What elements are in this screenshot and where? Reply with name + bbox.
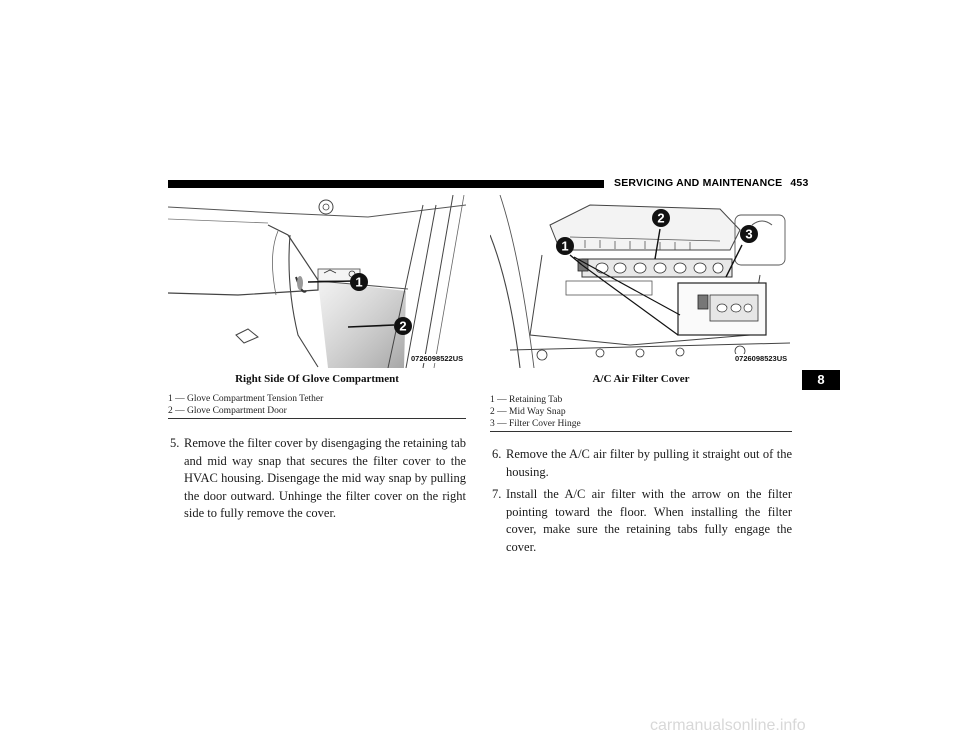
page-number: 453 <box>790 177 809 189</box>
legend-item: 2 — Mid Way Snap <box>490 407 566 417</box>
step-number: 5. <box>170 436 180 450</box>
site-watermark: carmanualsonline.info <box>650 717 806 734</box>
callout-1-left <box>348 271 370 293</box>
legend-rule-left <box>168 418 466 419</box>
section-title: SERVICING AND MAINTENANCE <box>614 177 783 189</box>
step-text: Remove the A/C air filter by pulling it straight out of the housing. <box>506 447 792 479</box>
figure-code-right: 0726098523US <box>735 354 788 363</box>
figure-legend-left <box>168 393 323 417</box>
figure-ac-filter-cover <box>490 195 792 368</box>
figure-caption-right: A/C Air Filter Cover <box>592 373 690 385</box>
figure-legend-right <box>490 394 581 430</box>
figure-caption-left: Right Side Of Glove Compartment <box>235 373 399 385</box>
callout-1-right <box>554 235 576 257</box>
legend-item: 3 — Filter Cover Hinge <box>490 419 581 429</box>
step-text: Remove the filter cover by disengaging the retaining tab and mid way snap that secures the filter cover to the HVAC housing. Disengage the mid way snap by pulling the door outward. Unhinge the filter cover on the right side to fully remove the cover. <box>184 436 466 520</box>
instructions-right-column <box>492 446 792 561</box>
header-rule <box>168 180 604 188</box>
ac-filter-cover-illustration <box>490 195 792 368</box>
legend-item: 2 — Glove Compartment Door <box>168 406 287 416</box>
instructions-left-column <box>170 435 466 528</box>
svg-text:3: 3 <box>745 226 753 242</box>
step-text: Install the A/C air filter with the arrow on the filter pointing toward the floor. When installing the filter cover, make sure the retaining tabs fully engage the cover. <box>506 487 792 554</box>
callout-2-right <box>650 207 672 229</box>
step-number: 6. <box>492 447 502 461</box>
instruction-step-5 <box>170 435 466 523</box>
glove-compartment-illustration <box>168 195 466 368</box>
callout-2-left <box>392 315 414 337</box>
instruction-step-6 <box>492 446 792 481</box>
callout-3-right <box>738 223 760 245</box>
step-number: 7. <box>492 487 502 501</box>
legend-rule-right <box>490 431 792 432</box>
svg-text:2: 2 <box>399 318 407 334</box>
legend-item: 1 — Retaining Tab <box>490 395 563 405</box>
legend-item: 1 — Glove Compartment Tension Tether <box>168 394 324 404</box>
instruction-step-7 <box>492 486 792 556</box>
running-header <box>614 177 808 189</box>
svg-text:2: 2 <box>657 210 665 226</box>
chapter-tab: 8 <box>802 370 840 390</box>
svg-text:1: 1 <box>355 274 363 290</box>
figure-glove-compartment <box>168 195 466 368</box>
svg-text:1: 1 <box>561 238 569 254</box>
figure-code-left: 0726098522US <box>411 354 464 363</box>
